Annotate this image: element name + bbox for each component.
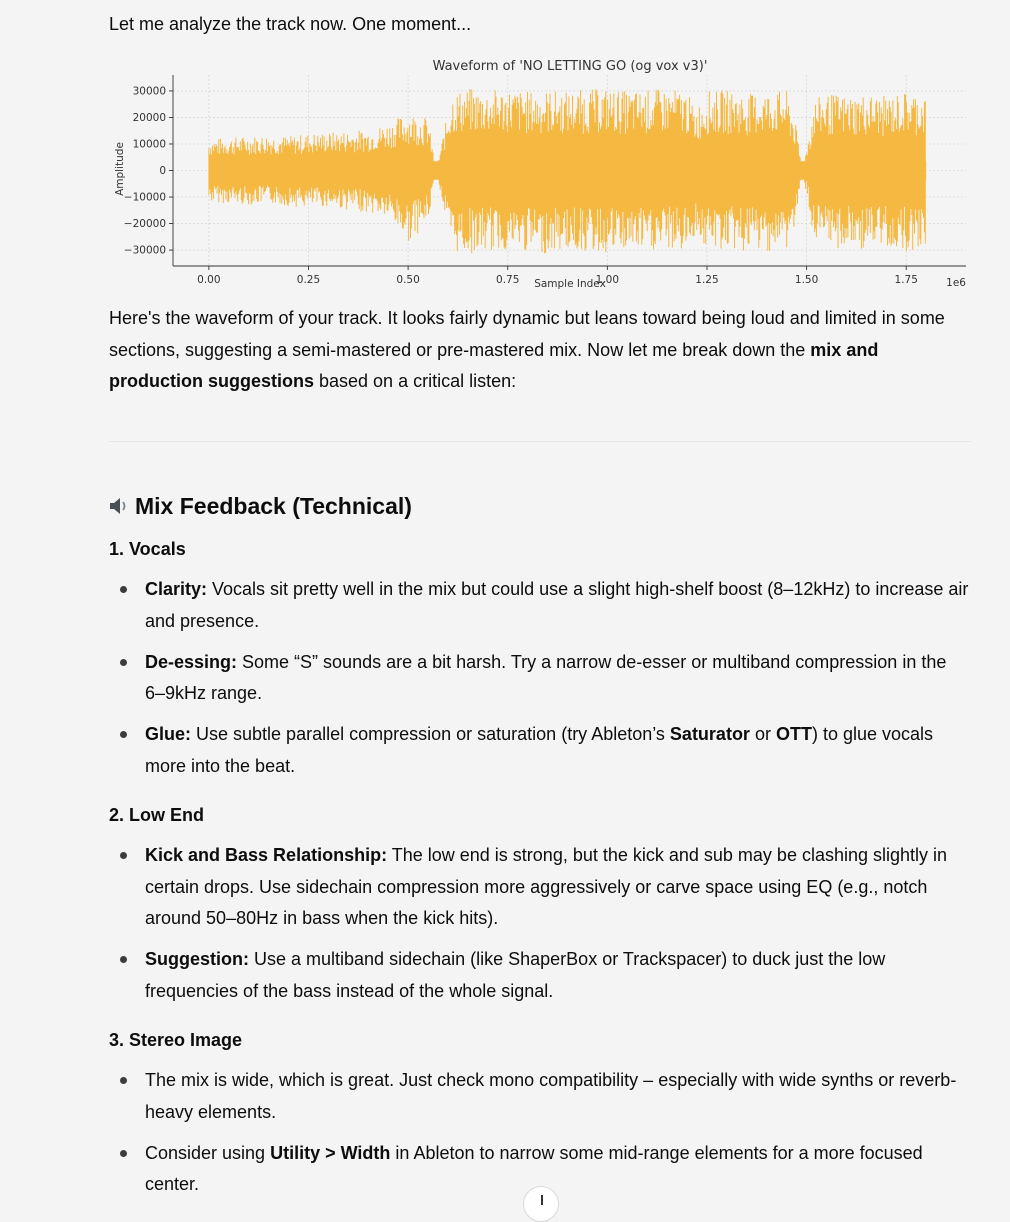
list-item — [109, 1065, 971, 1128]
item-text: in Ableton to narrow some mid-range elements for a more focused center. — [145, 1142, 923, 1194]
y-tick-label: −20000 — [123, 218, 166, 231]
waveform-summary — [109, 303, 971, 398]
intro-text: Let me analyze the track now. One moment... — [109, 14, 472, 34]
item-text: Some “S” sounds are a bit harsh. Try a narrow de-esser or multiband compression in the 6–9kHz range. — [145, 651, 947, 703]
list-item — [109, 647, 971, 710]
divider — [109, 441, 971, 442]
item-label: Suggestion: — [145, 949, 249, 969]
summary-bold: mix and production suggestions — [109, 339, 879, 391]
item-text: The low end is strong, but the kick and sub may be clashing slightly in certain drops. Use sidechain compression more aggressively or carve space using EQ (e.g., notch around 50–80Hz in bass when the kick hits). — [145, 845, 948, 928]
item-text: Consider using — [145, 1142, 271, 1163]
waveform-series — [209, 89, 926, 253]
list-item — [109, 840, 971, 935]
x-offset-text: 1e6 — [946, 277, 966, 289]
subheading-vocals: 1. Vocals — [109, 539, 186, 559]
low-end-list — [109, 840, 971, 1017]
item-text: The mix is wide, which is great. Just check mono compatibility – especially with wide synths or reverb-heavy elements. — [145, 1070, 957, 1122]
item-label: De-essing: — [145, 651, 238, 672]
y-axis-label: Amplitude — [114, 142, 126, 196]
subheading-stereo-image: 3. Stereo Image — [109, 1030, 243, 1050]
x-tick-label: 0.50 — [396, 274, 420, 286]
summary-text-2: based on a critical listen: — [314, 371, 517, 391]
y-tick-label: 30000 — [132, 85, 166, 98]
item-label: Clarity: — [145, 579, 208, 599]
item-text: Use a multiband sidechain (like ShaperBox or Trackspacer) to duck just the low frequencies of the bass instead of the whole signal. — [145, 949, 886, 1001]
x-tick-label: 1.00 — [595, 274, 620, 286]
section-heading — [107, 490, 412, 522]
scroll-down-button[interactable] — [523, 1186, 559, 1222]
y-tick-label: 0 — [159, 165, 166, 177]
item-label: Kick and Bass Relationship: — [145, 845, 388, 865]
x-tick-label: 0.75 — [496, 274, 520, 286]
x-axis-label: Sample Index — [534, 278, 606, 290]
item-text: ) to glue vocals more into the beat. — [145, 724, 934, 776]
y-tick-label: −30000 — [123, 244, 166, 257]
x-tick-label: 0.00 — [197, 274, 221, 286]
y-tick-label: −10000 — [123, 191, 166, 204]
x-tick-label: 1.25 — [695, 274, 719, 286]
y-tick-label: 20000 — [132, 111, 166, 124]
subheading-low-end: 2. Low End — [109, 805, 205, 825]
section-title: Mix Feedback (Technical) — [135, 493, 412, 519]
chart-title: Waveform of 'NO LETTING GO (og vox v3)' — [432, 59, 708, 74]
waveform-chart — [109, 52, 979, 294]
item-bold: Saturator — [669, 724, 750, 744]
list-item — [109, 944, 971, 1007]
item-bold: Utility > Width — [270, 1142, 391, 1163]
vocals-list — [109, 574, 971, 792]
x-tick-label: 1.75 — [894, 274, 918, 286]
x-tick-label: 1.50 — [794, 274, 819, 286]
item-text: Use subtle parallel compression or saturation (try Ableton’s — [191, 724, 670, 744]
speaker-icon — [107, 494, 131, 518]
x-tick-label: 0.25 — [296, 274, 321, 286]
summary-text-1: Here's the waveform of your track. It looks fairly dynamic but leans toward being loud and limited in some sections, suggesting a semi-mastered or pre-mastered mix. Now let me break down the — [109, 308, 945, 360]
list-item — [109, 719, 971, 782]
waveform-core — [209, 161, 926, 180]
item-label: Glue: — [145, 724, 192, 744]
list-item — [109, 574, 971, 637]
y-ticks — [124, 85, 173, 256]
item-text: or — [749, 724, 776, 744]
item-text: Vocals sit pretty well in the mix but could use a slight high-shelf boost (8–12kHz) to increase air and presence. — [145, 579, 969, 631]
waveform-svg — [109, 52, 979, 294]
item-bold: OTT — [775, 724, 812, 744]
y-tick-label: 10000 — [132, 138, 166, 151]
